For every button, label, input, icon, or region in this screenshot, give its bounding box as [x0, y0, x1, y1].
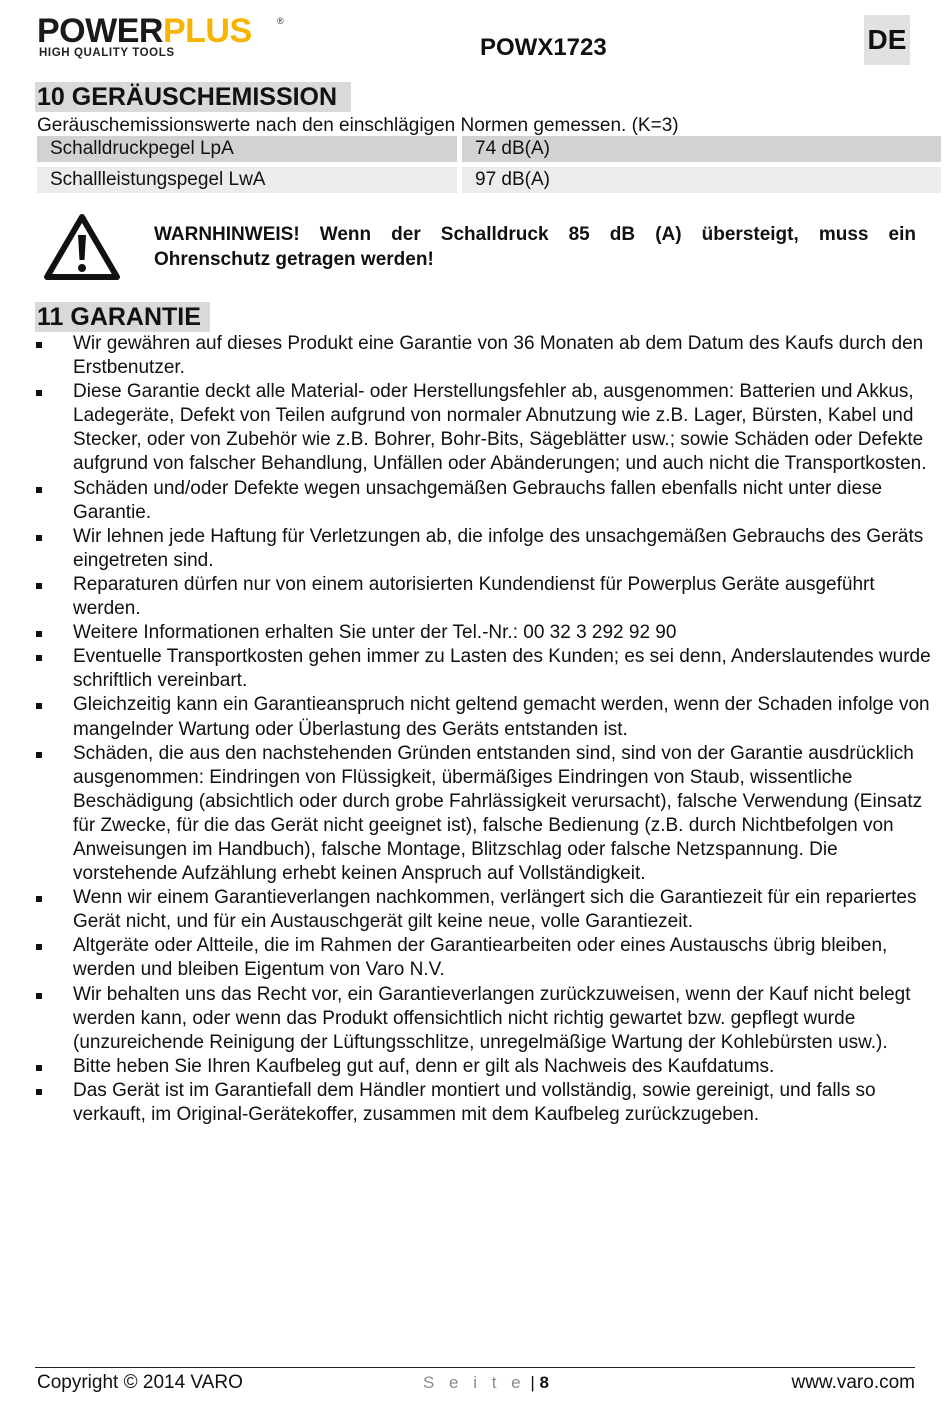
- bullet-square-icon: [36, 703, 42, 709]
- list-item: [36, 983, 936, 1055]
- list-item: [36, 742, 936, 887]
- brand-logo-power: POWER: [37, 12, 163, 50]
- brand-logo-plus: PLUS: [162, 12, 252, 50]
- list-item-text: Schäden und/oder Defekte wegen unsachgemäßen Gebrauchs fallen ebenfalls nicht unter diese Garantie.: [73, 477, 883, 523]
- bullet-square-icon: [36, 535, 42, 541]
- section-heading-noise: 10 GERÄUSCHEMISSION: [35, 82, 351, 112]
- list-item: [36, 1079, 936, 1127]
- footer-website: www.varo.com: [791, 1372, 915, 1393]
- list-item: [36, 693, 936, 741]
- bullet-square-icon: [36, 944, 42, 950]
- bullet-square-icon: [36, 993, 42, 999]
- list-item-text: Wir gewähren auf dieses Produkt eine Garantie von 36 Monaten ab dem Datum des Kaufs durch den Erstbenutzer.: [73, 333, 924, 379]
- language-badge: DE: [864, 15, 910, 65]
- list-item: [36, 573, 936, 621]
- noise-row-label: Schallleistungspegel LwA: [37, 167, 457, 193]
- list-item-text: Wenn wir einem Garantieverlangen nachkommen, verlängert sich die Garantiezeit für ein repariertes Gerät nicht, und für ein Austauschgerät gilt keine neue, volle Garantiezeit.: [73, 887, 917, 933]
- noise-row-value: 97 dB(A): [462, 167, 941, 193]
- brand-tagline: HIGH QUALITY TOOLS: [39, 47, 175, 59]
- warning-text-line: Ohrenschutz getragen werden!: [154, 249, 434, 270]
- bullet-square-icon: [36, 1065, 42, 1071]
- list-item-text: Wir lehnen jede Haftung für Verletzungen ab, die infolge des unsachgemäßen Gebrauchs des Geräts eingetreten sind.: [73, 525, 924, 571]
- list-item-text: Schäden, die aus den nachstehenden Gründen entstanden sind, sind von der Garantie ausdrücklich ausgenommen: Eindringen von Flüssigkeit, übermäßiges Eindringen von Staub, wissentliche Beschädigung (absichtlich oder durch grobe Fahrlässigkeit verursacht), falsche Verwendung (Einsatz für Zwecke, für die das Gerät nicht geeignet ist), falsche Bedienung (z.B. durch Nichtbefolgen von Anweisungen im Handbuch), falsche Montage, Blitzschlag oder falsche Netzspannung. Die vorstehende Aufzählung erhebt keinen Anspruch auf Vollständigkeit.: [73, 742, 923, 885]
- model-number: POWX1723: [480, 34, 607, 61]
- noise-row-sound-power: [37, 167, 941, 193]
- bullet-square-icon: [36, 583, 42, 589]
- list-item-text: Eventuelle Transportkosten gehen immer zu Lasten des Kunden; es sei denn, Anderslautendes wurde schriftlich vereinbart.: [73, 646, 931, 692]
- list-item-text: Weitere Informationen erhalten Sie unter der Tel.-Nr.: 00 32 3 292 92 90: [73, 622, 677, 644]
- hearing-protection-warning: [154, 222, 916, 272]
- page-separator: |: [530, 1373, 535, 1392]
- list-item-text: Das Gerät ist im Garantiefall dem Händler montiert und vollständig, sowie gereinigt, und falls so verkauft, im Original-Gerätekoffer, zusammen mit dem Kaufbeleg zurückzugeben.: [73, 1079, 876, 1125]
- list-item-text: Bitte heben Sie Ihren Kaufbeleg gut auf, denn er gilt als Nachweis des Kaufdatums.: [73, 1055, 775, 1077]
- list-item-text: Altgeräte oder Altteile, die im Rahmen der Garantiearbeiten oder eines Austauschs übrig bleiben, werden und bleiben Eigentum von Varo N.V.: [73, 935, 888, 981]
- bullet-square-icon: [36, 487, 42, 493]
- bullet-square-icon: [36, 390, 42, 396]
- section-heading-warranty: 11 GARANTIE: [35, 302, 210, 332]
- noise-row-sound-pressure: [37, 136, 941, 162]
- brand-logo: [37, 14, 287, 60]
- list-item-text: Reparaturen dürfen nur von einem autorisierten Kundendienst für Powerplus Geräte ausgeführt werden.: [73, 573, 875, 620]
- list-item: [36, 477, 936, 525]
- bullet-square-icon: [36, 631, 42, 637]
- noise-intro-text: Geräuschemissionswerte nach den einschlägigen Normen gemessen. (K=3): [37, 115, 679, 136]
- list-item-text: Wir behalten uns das Recht vor, ein Garantieverlangen zurückzuweisen, wenn der Kauf nicht belegt werden kann, oder wenn das Produkt offensichtlich nicht richtig gewartet bzw. gepflegt wurde (unzureichende Reinigung der Lüftungsschlitze, unregelmäßige Wartung der Kohlebürsten usw.).: [73, 983, 911, 1053]
- list-item: [36, 1055, 936, 1079]
- footer-copyright: Copyright © 2014 VARO: [37, 1372, 243, 1393]
- noise-row-label: Schalldruckpegel LpA: [37, 136, 457, 162]
- list-item: [36, 645, 936, 693]
- bullet-square-icon: [36, 752, 42, 758]
- list-item: [36, 332, 936, 380]
- noise-row-value: 74 dB(A): [462, 136, 941, 162]
- list-item: [36, 934, 936, 982]
- list-item: [36, 886, 936, 934]
- warranty-list: [36, 332, 936, 1127]
- brand-logo-wordmark: [37, 14, 252, 48]
- noise-table: [37, 136, 941, 198]
- footer-page-indicator: [423, 1373, 549, 1393]
- bullet-square-icon: [36, 655, 42, 661]
- footer-divider: [35, 1367, 915, 1368]
- warning-triangle-icon: [43, 213, 121, 281]
- list-item-text: Gleichzeitig kann ein Garantieanspruch nicht geltend gemacht werden, wenn der Schaden infolge von mangelnder Wartung oder Überlastung des Geräts entstanden ist.: [73, 694, 930, 740]
- page-label: S e i t e: [423, 1373, 526, 1392]
- registered-mark: ®: [277, 16, 284, 26]
- list-item-text: Diese Garantie deckt alle Material- oder Herstellungsfehler ab, ausgenommen: Batterien und Akkus, Ladegeräte, Defekt von Teilen aufgrund von normaler Abnutzung wie z.B. Lager, Bürsten, Kabel und Stecker, oder von Zubehör wie z.B. Bohrer, Bohr-Bits, Sägeblätter usw.; sowie Schäden oder Defekte aufgrund von falscher Behandlung, Unfällen oder Abänderungen; und auch nicht die Transportkosten.: [73, 381, 927, 475]
- list-item: [36, 380, 936, 476]
- bullet-square-icon: [36, 896, 42, 902]
- list-item: [36, 621, 936, 645]
- warning-text-line: WARNHINWEIS! Wenn der Schalldruck 85 dB (A) übersteigt, muss ein: [154, 224, 916, 245]
- bullet-square-icon: [36, 1089, 42, 1095]
- list-item: [36, 525, 936, 573]
- bullet-square-icon: [36, 342, 42, 348]
- page-number: 8: [539, 1373, 549, 1392]
